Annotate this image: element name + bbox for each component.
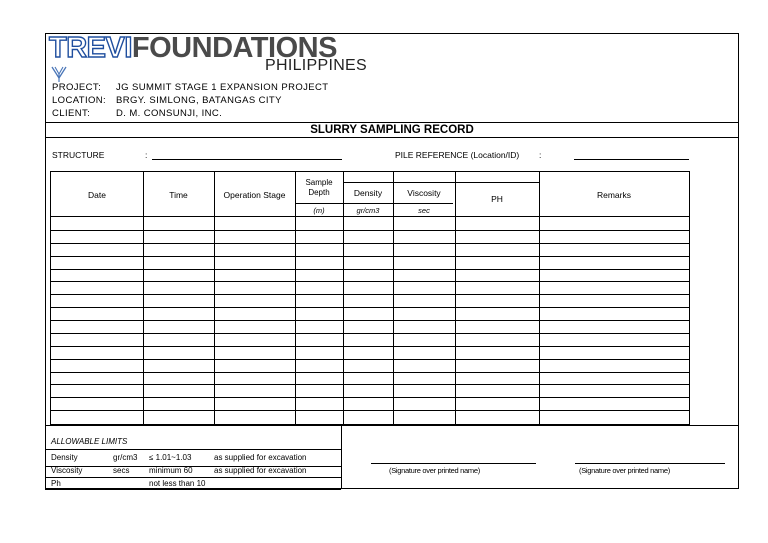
header-sample: Sample bbox=[305, 178, 333, 187]
header-depth-unit: (m) bbox=[313, 206, 325, 215]
limit-note: as supplied for excavation bbox=[214, 453, 307, 462]
structure-colon: : bbox=[145, 150, 148, 160]
table-row bbox=[51, 294, 689, 295]
structure-field[interactable] bbox=[152, 159, 342, 160]
limits-divider bbox=[341, 425, 342, 489]
header-divider bbox=[295, 203, 453, 204]
signature-caption-2: (Signature over printed name) bbox=[579, 466, 670, 475]
header-operation-stage: Operation Stage bbox=[223, 190, 286, 200]
client-label: CLIENT: bbox=[52, 108, 91, 119]
sampling-table bbox=[50, 171, 690, 425]
header-remarks: Remarks bbox=[596, 190, 631, 200]
header-divider bbox=[343, 182, 539, 183]
project-label: PROJECT: bbox=[52, 82, 102, 93]
table-row bbox=[51, 320, 689, 321]
section-divider bbox=[45, 425, 739, 426]
col-divider bbox=[539, 172, 540, 424]
logo-foundations: FOUNDATIONS bbox=[131, 32, 337, 64]
allowable-limits-title: ALLOWABLE LIMITS bbox=[51, 437, 128, 446]
pile-reference-label: PILE REFERENCE (Location/ID) bbox=[395, 150, 520, 160]
table-row bbox=[51, 333, 689, 334]
project-row bbox=[52, 82, 328, 93]
pile-reference-field[interactable] bbox=[574, 159, 689, 160]
location-label: LOCATION: bbox=[52, 95, 107, 106]
logo-trevi: TREVI bbox=[49, 32, 132, 64]
limit-param: Ph bbox=[51, 479, 61, 488]
limit-value: not less than 10 bbox=[149, 479, 206, 488]
header-density: Density bbox=[353, 188, 383, 198]
header-bottom bbox=[51, 216, 689, 217]
header-time: Time bbox=[169, 190, 188, 200]
client-row bbox=[52, 108, 222, 119]
client-value: D. M. CONSUNJI, INC. bbox=[116, 108, 223, 119]
limit-param: Viscosity bbox=[51, 466, 83, 475]
limit-param: Density bbox=[51, 453, 78, 462]
signature-line-2[interactable] bbox=[575, 463, 725, 464]
table-row bbox=[51, 359, 689, 360]
col-divider bbox=[455, 172, 456, 424]
location-value: BRGY. SIMLONG, BATANGAS CITY bbox=[116, 95, 282, 106]
title-bar bbox=[45, 122, 739, 138]
table-row bbox=[51, 397, 689, 398]
pile-reference-colon: : bbox=[539, 150, 542, 160]
anchor-arrows-icon bbox=[49, 65, 69, 83]
table-row bbox=[51, 281, 689, 282]
limits-line bbox=[45, 489, 341, 490]
table-row bbox=[51, 243, 689, 244]
header-viscosity-unit: sec bbox=[418, 206, 430, 215]
limits-line bbox=[45, 477, 341, 478]
logo-country: PHILIPPINES bbox=[265, 57, 368, 74]
table-row bbox=[51, 372, 689, 373]
limit-unit: gr/cm3 bbox=[113, 453, 138, 462]
limit-value: ≤ 1.01~1.03 bbox=[149, 453, 192, 462]
limits-line bbox=[45, 449, 341, 450]
col-divider bbox=[143, 172, 144, 424]
signature-caption-1: (Signature over printed name) bbox=[389, 466, 480, 475]
header-date: Date bbox=[88, 190, 106, 200]
allowable-limits-section bbox=[45, 425, 739, 489]
limit-note: as supplied for excavation bbox=[214, 466, 307, 475]
header-ph: PH bbox=[491, 194, 503, 204]
col-divider bbox=[214, 172, 215, 424]
table-row bbox=[51, 346, 689, 347]
limit-unit: secs bbox=[113, 466, 130, 475]
table-row bbox=[51, 269, 689, 270]
table-row bbox=[51, 230, 689, 231]
signature-line-1[interactable] bbox=[371, 463, 536, 464]
form-title: SLURRY SAMPLING RECORD bbox=[310, 124, 474, 136]
limit-value: minimum 60 bbox=[149, 466, 193, 475]
location-row bbox=[52, 95, 282, 106]
table-row bbox=[51, 256, 689, 257]
table-row bbox=[51, 384, 689, 385]
header-viscosity: Viscosity bbox=[407, 188, 441, 198]
table-row bbox=[51, 307, 689, 308]
table-row bbox=[51, 410, 689, 411]
header-depth: Depth bbox=[308, 188, 330, 197]
header-density-unit: gr/cm3 bbox=[356, 206, 380, 215]
project-value: JG SUMMIT STAGE 1 EXPANSION PROJECT bbox=[116, 82, 329, 93]
structure-label: STRUCTURE bbox=[52, 150, 105, 160]
